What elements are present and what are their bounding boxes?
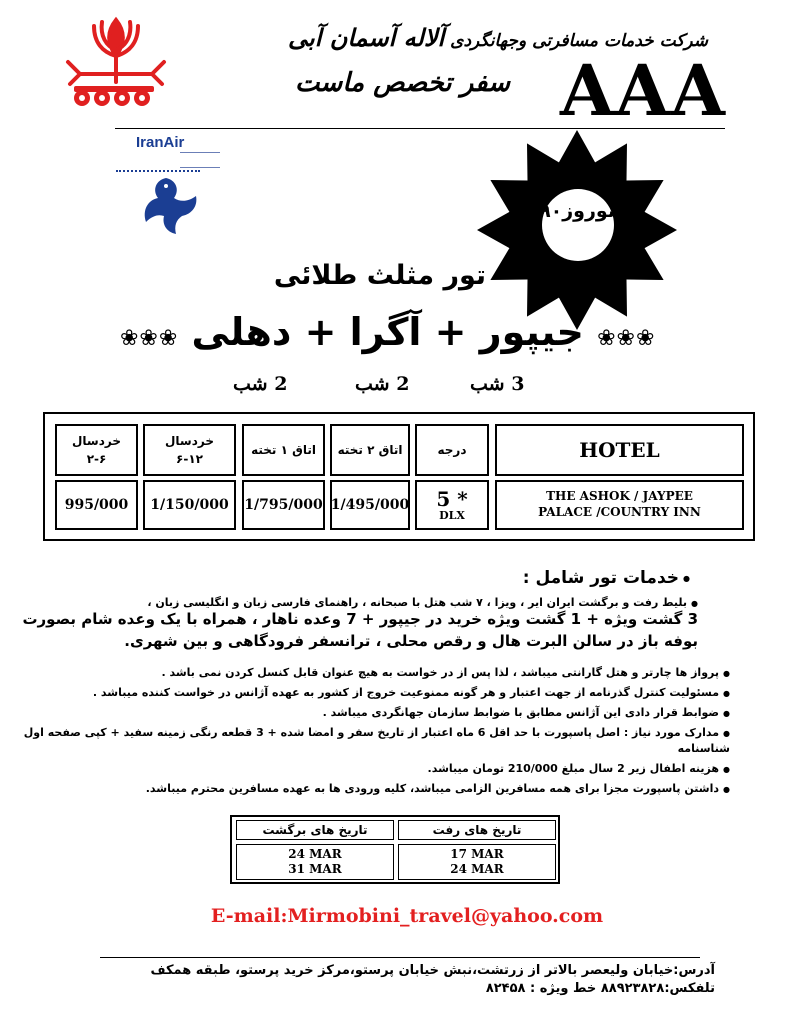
grade-class: DLX bbox=[439, 508, 465, 522]
grade-value bbox=[415, 480, 489, 530]
child-6-12-header-range: ۶-۱۲ bbox=[176, 452, 203, 466]
iranair-logo bbox=[108, 134, 228, 238]
single-room-price: 1/795/000 bbox=[242, 480, 325, 530]
depart-dates bbox=[398, 844, 556, 880]
tour-subtitle: تور مثلث طلائی bbox=[273, 260, 487, 291]
services-line-1: ● بلیط رفت و برگشت ایران ایر ، ویزا ، ۷ شب هتل با صبحانه ، راهنمای فارسی زبان و انگلیسی زبان ، bbox=[147, 596, 698, 609]
price-table bbox=[43, 412, 755, 541]
return-date: 24 MAR bbox=[288, 847, 342, 861]
contact-email[interactable]: E-mail:Mirmobini_travel@yahoo.com bbox=[210, 905, 604, 927]
grade-stars: 5 * bbox=[436, 486, 468, 511]
note-item-continued: شناسنامه bbox=[677, 742, 730, 755]
company-name bbox=[288, 24, 708, 52]
note-item: ● ضوابط قرار دادی این آژانس مطابق با ضوابط سازمان جهانگردی میباشد . bbox=[323, 706, 730, 719]
hotel-value-line2: PALACE /COUNTRY INN bbox=[538, 505, 701, 519]
company-abbr-logo: AAA bbox=[560, 49, 726, 132]
company-prefix: شرکت خدمات مسافرتی وجهانگردی bbox=[450, 31, 708, 51]
footer-divider bbox=[100, 957, 700, 958]
child-6-12-header-label: خردسال bbox=[165, 434, 214, 448]
child-2-6-header bbox=[55, 424, 138, 476]
child-6-12-header bbox=[143, 424, 236, 476]
double-room-price: 1/495/000 bbox=[330, 480, 410, 530]
note-item: ● مدارک مورد نیاز : اصل پاسپورت با حد اقل 6 ماه اعتبار از تاریخ سفر و امضا شده + 3 قطعه رنگی زمینه سفید + کپی صفحه اول bbox=[24, 726, 730, 739]
homa-bird-icon bbox=[130, 174, 202, 236]
child-2-6-header-label: خردسال bbox=[72, 434, 121, 448]
company-slogan: سفر تخصص ماست bbox=[295, 68, 510, 98]
services-line-2: 3 گشت ویژه + 1 گشت ویژه خرید در جیپور + 7 وعده ناهار ، همراه با یک وعده شام بصورت bbox=[22, 610, 698, 628]
iranair-logo-text: IranAir bbox=[136, 134, 185, 151]
hotel-value-line1: THE ASHOK / JAYPEE bbox=[546, 489, 693, 504]
services-line-3: بوفه باز در سالن البرت هال و رقص محلی ، ترانسفر فرودگاهی و بین شهری. bbox=[124, 632, 698, 650]
note-item: ● پرواز ها چارتر و هتل گارانتی میباشد ، لذا پس از در خواست به هیچ عنوان قابل کنسل کردن نمی باشد . bbox=[161, 666, 730, 679]
note-item: ● مسئولیت کنترل گذرنامه از جهت اعتبار و هر گونه ممنوعیت خروج از کشور به عهده آژانس در خواست کننده میباشد . bbox=[93, 686, 730, 699]
ornament-left: ❀❀❀ bbox=[120, 326, 179, 351]
depart-date: 24 MAR bbox=[450, 862, 504, 876]
company-brand-name: آلاله آسمان آبی bbox=[288, 24, 445, 52]
note-item: ● هزینه اطفال زیر 2 سال مبلغ 210/000 تومان میباشد. bbox=[428, 762, 730, 775]
tour-title-row bbox=[120, 310, 656, 354]
company-emblem-logo bbox=[60, 12, 172, 112]
return-date: 31 MAR bbox=[288, 862, 342, 876]
tour-title: جیپور + آگرا + دهلی bbox=[191, 310, 584, 354]
child-2-6-header-range: ۲-۶ bbox=[86, 452, 107, 466]
nights-delhi: 2 شب bbox=[233, 373, 288, 395]
child-6-12-price: 1/150/000 bbox=[143, 480, 236, 530]
return-dates bbox=[236, 844, 394, 880]
sun-badge-shape bbox=[475, 128, 680, 333]
hotel-value bbox=[495, 480, 744, 530]
single-room-header: اتاق ۱ تخته bbox=[242, 424, 325, 476]
contact-address: آدرس:خیابان ولیعصر بالاتر از زرتشت،نبش خیابان پرستو،مرکز خرید پرستو، طبقه همکف bbox=[150, 963, 715, 978]
hotel-header: HOTEL bbox=[495, 424, 744, 476]
note-item: ● داشتن پاسپورت مجزا برای همه مسافرین الزامی میباشد، کلیه ورودی ها به عهده مسافرین محترم میباشد. bbox=[146, 782, 730, 795]
nights-agra: 2 شب bbox=[355, 373, 410, 395]
iranair-arabic-lines bbox=[116, 162, 200, 172]
ornament-right: ❀❀❀ bbox=[597, 326, 656, 351]
contact-phone: تلفکس:۸۸۹۲۳۸۲۸ خط ویژه : ۸۲۴۵۸ bbox=[485, 981, 715, 997]
nowruz-badge-text: نوروز۹۰ bbox=[539, 200, 615, 222]
dates-table bbox=[230, 815, 560, 884]
contact-info bbox=[150, 962, 715, 998]
services-title: ● خدمات تور شامل : bbox=[523, 568, 690, 588]
double-room-header: اتاق ۲ تخته bbox=[330, 424, 410, 476]
nights-jaipur: 3 شب bbox=[470, 373, 525, 395]
return-dates-header: تاریخ های برگشت bbox=[236, 820, 394, 840]
child-2-6-price: 995/000 bbox=[55, 480, 138, 530]
grade-header: درجه bbox=[415, 424, 489, 476]
depart-date: 17 MAR bbox=[450, 847, 504, 861]
depart-dates-header: تاریخ های رفت bbox=[398, 820, 556, 840]
